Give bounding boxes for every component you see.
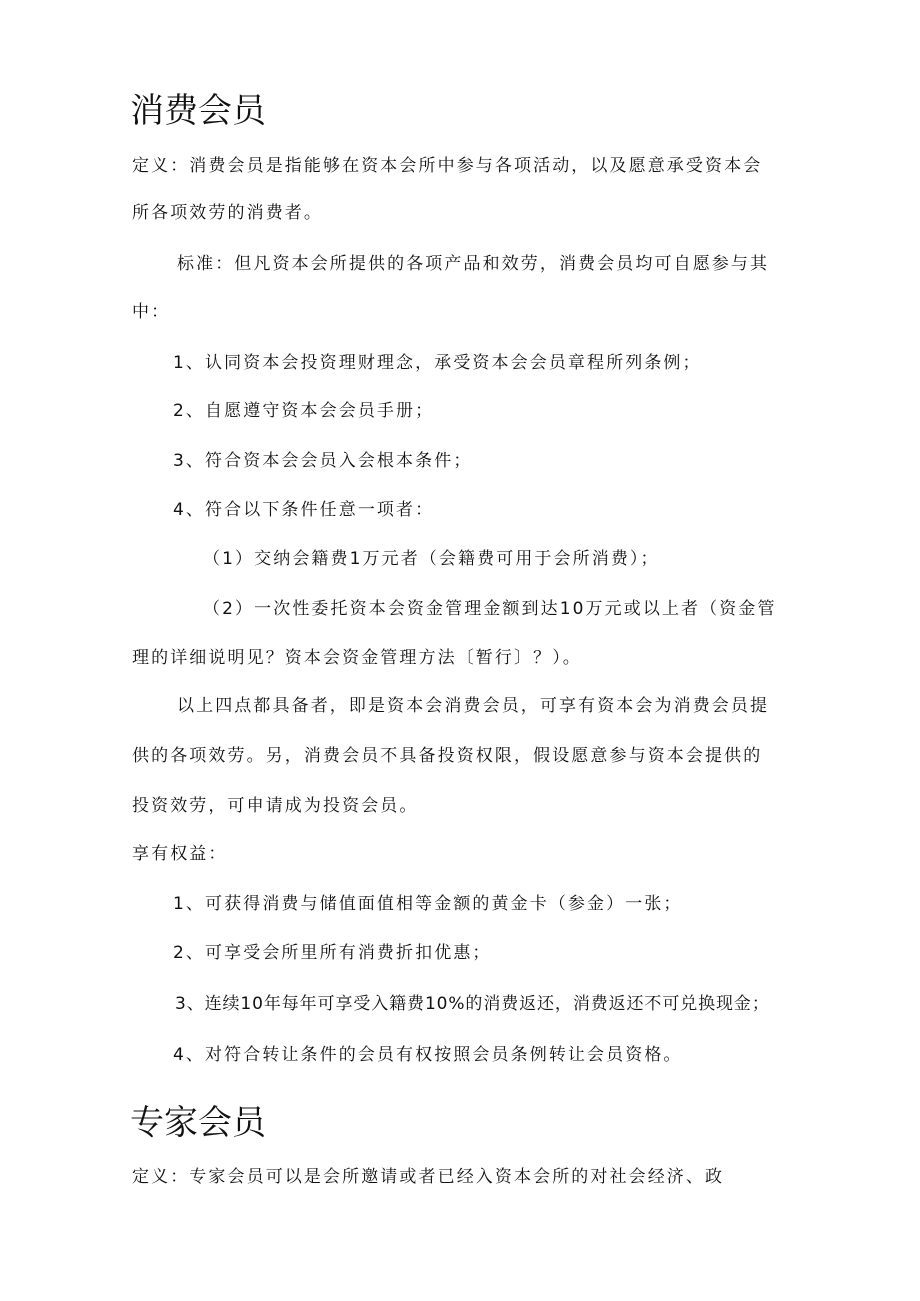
summary-text: 投资效劳，可申请成为投资会员。 <box>132 796 419 816</box>
rights-item: 2、可享受会所里所有消费折扣优惠； <box>173 943 492 963</box>
section-title-expert-member: 专家会员 <box>130 1103 266 1143</box>
sub-condition-item: 理的详细说明见？资本会资金管理方法〔暂行〕？）。 <box>132 648 582 668</box>
sub-condition-item: （1）交纳会籍费1万元者（会籍费可用于会所消费）； <box>203 549 660 569</box>
summary-text: 供的各项效劳。另，消费会员不具备投资权限，假设愿意参与资本会提供的 <box>132 746 763 766</box>
rights-heading: 享有权益： <box>132 844 228 864</box>
condition-item: 4、符合以下条件任意一项者： <box>173 500 435 520</box>
rights-item: 4、对符合转让条件的会员有权按照会员条例转让会员资格。 <box>173 1045 683 1065</box>
rights-item: 1、可获得消费与储值面值相等金额的黄金卡（参金）一张； <box>173 894 683 914</box>
rights-item: 3、连续10年每年可享受入籍费10%的消费返还，消费返还不可兑换现金； <box>175 994 770 1014</box>
condition-item: 3、符合资本会会员入会根本条件； <box>173 451 473 471</box>
sub-condition-item: （2）一次性委托资本会资金管理金额到达10万元或以上者（资金管 <box>203 599 777 619</box>
definition-text: 定义：专家会员可以是会所邀请或者已经入资本会所的对社会经济、政 <box>132 1167 725 1187</box>
condition-item: 2、自愿遵守资本会会员手册； <box>173 401 435 421</box>
standard-text: 中： <box>132 302 171 322</box>
section-title-consumer-member: 消费会员 <box>130 91 266 131</box>
definition-text: 定义：消费会员是指能够在资本会所中参与各项活动，以及愿意承受资本会 <box>132 156 763 176</box>
definition-text: 所各项效劳的消费者。 <box>132 203 323 223</box>
summary-text: 以上四点都具备者，即是资本会消费会员，可享有资本会为消费会员提 <box>177 696 770 716</box>
standard-text: 标准：但凡资本会所提供的各项产品和效劳，消费会员均可自愿参与其 <box>177 254 770 274</box>
condition-item: 1、认同资本会投资理财理念，承受资本会会员章程所列条例； <box>173 353 702 373</box>
